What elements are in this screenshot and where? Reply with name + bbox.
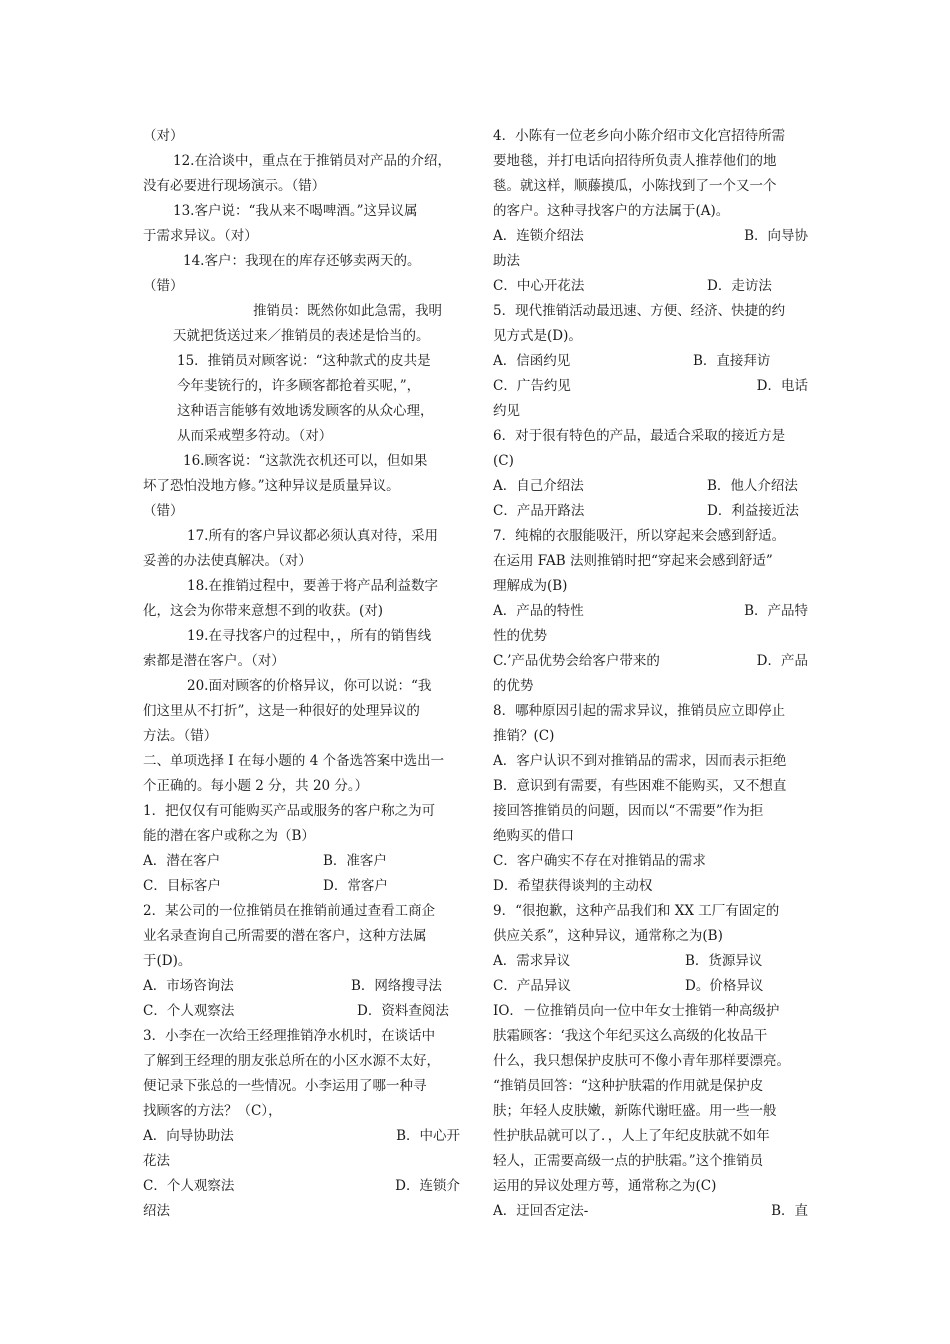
text-line: 8．哪种原因引起的需求异议，推销员应立即停止	[493, 703, 786, 719]
text-line: （对）	[143, 128, 184, 144]
option-line	[143, 1124, 460, 1149]
option-a: C．目标客户	[143, 878, 221, 894]
text-line: 妥善的办法使真解决。（对）	[143, 553, 312, 569]
text-line: 18.在推销过程中，要善于将产品利益数字	[187, 578, 438, 594]
text-line: 性的优势	[493, 628, 547, 644]
text-line: 找顾客的方法？（C），	[143, 1103, 282, 1119]
option-a: A．市场咨询法	[143, 978, 234, 994]
option-b: B．中心开	[396, 1128, 460, 1144]
text-line: 15．推销员对顾客说：“这种款式的皮共是	[177, 353, 431, 369]
option-a: A．自己介绍法	[493, 478, 584, 494]
option-b: B．货源异议	[685, 953, 763, 969]
option-a: A．产品的特性	[493, 603, 584, 619]
text-line: 1．把仅仅有可能购买产品或服务的客户称之为可	[143, 803, 436, 819]
text-line: A．客户认识不到对推销品的需求，因而表示拒绝	[493, 753, 787, 769]
text-line: 2．某公司的一位推销员在推销前通过查看工商企	[143, 903, 436, 919]
option-a: A．潜在客户	[143, 853, 221, 869]
option-line	[143, 1174, 460, 1199]
right-column	[493, 124, 808, 1224]
text-line: (C)	[493, 453, 514, 469]
text-line: （错）	[143, 278, 184, 294]
text-line: “推销员回答：“这种护肤霜的作用就是保护皮	[493, 1078, 764, 1094]
option-b: B．直接拜访	[693, 353, 771, 369]
text-line: 肤；年轻人皮肤嫩，新陈代谢旺盛。用一些一般	[493, 1103, 777, 1119]
option-line	[493, 599, 808, 624]
text-line: 4．小陈有一位老乡向小陈介绍市文化宫招待所需	[493, 128, 786, 144]
option-line	[493, 224, 808, 249]
text-line: 们这里从不打折”，这是一种很好的处理异议的	[143, 703, 420, 719]
option-a: C．产品开路法	[493, 503, 585, 519]
option-line	[493, 974, 808, 999]
option-b: D．产品	[756, 653, 808, 669]
text-line: 的客户。这种寻找客户的方法属于(A)。	[493, 203, 730, 219]
text-line: 从而采戒塑多符动。（对）	[177, 428, 333, 444]
option-b: B．网络搜寻法	[351, 978, 442, 994]
text-line: 轻人，正需要高级一点的护肤霜。”这个推销员	[493, 1153, 764, 1169]
option-b: D．电话	[756, 378, 808, 394]
text-line: 见方式是(D)。	[493, 328, 582, 344]
text-line: IO．－位推销员向一位中年女士推销一种高级护	[493, 1003, 780, 1019]
text-line: 推销？(C)	[493, 728, 555, 744]
text-line: 要地毯，并打电话向招待所负责人推荐他们的地	[493, 153, 777, 169]
text-line: 供应关系”，这种异议，通常称之为(B)	[493, 928, 723, 944]
text-line: 于需求异议。（对）	[143, 228, 258, 244]
option-line	[493, 949, 808, 974]
text-line: 个正确的。每小题 2 分，共 20 分。）	[143, 778, 369, 794]
text-line: 天就把货送过来／推销员的表述是恰当的。	[173, 328, 430, 344]
text-line: 推销员：既然你如此急需，我明	[253, 303, 442, 319]
option-line	[493, 349, 808, 374]
text-line: 方法。（错）	[143, 728, 218, 744]
option-line	[493, 274, 808, 299]
text-line: 助法	[493, 253, 520, 269]
option-a: C．广告约见	[493, 378, 571, 394]
text-line: 今年斐铳行的，许多顾客都抢着买呢，”，	[177, 378, 421, 394]
text-line: 20.面对顾客的价格异议，你可以说：“我	[187, 678, 432, 694]
text-line: 9．“很抱歉，这种产品我们和 XX 工厂有固定的	[493, 903, 780, 919]
option-a: A．信函约见	[493, 353, 571, 369]
text-line: 的优势	[493, 678, 534, 694]
text-line: 业名录查询自己所需要的潜在客户，这种方法属	[143, 928, 427, 944]
text-line: 毯。就这样，顺藤摸瓜，小陈找到了一个又一个	[493, 178, 777, 194]
text-line: （错）	[143, 503, 184, 519]
text-line: 化，这会为你带来意想不到的收获。(对)	[143, 603, 384, 619]
option-b: D．走访法	[707, 278, 772, 294]
text-line: 绍法	[143, 1203, 170, 1219]
text-line: 3．小李在一次给王经理推销净水机时，在谈话中	[143, 1028, 436, 1044]
option-b: B．准客户	[323, 853, 387, 869]
option-line	[143, 999, 460, 1024]
text-line: 了解到王经理的朋友张总所在的小区水源不太好，	[143, 1053, 440, 1069]
option-line	[493, 499, 808, 524]
option-a: A．需求异议	[493, 953, 571, 969]
text-line: 能的潜在客户或称之为（B）	[143, 828, 315, 844]
option-b: B．向导协	[744, 228, 808, 244]
text-line: 索都是潜在客户。（对）	[143, 653, 285, 669]
text-line: 绝购买的借口	[493, 828, 574, 844]
text-line: 7．纯棉的衣服能吸汗，所以穿起来会感到舒适。	[493, 528, 786, 544]
option-a: A．向导协助法	[143, 1128, 234, 1144]
option-a: C．个人观察法	[143, 1003, 235, 1019]
text-line: 6．对于很有特色的产品，最适合采取的接近方是	[493, 428, 786, 444]
option-a: A．迂回否定法-	[493, 1203, 589, 1219]
option-a: C．中心开花法	[493, 278, 585, 294]
option-b: D．资料查阅法	[357, 1003, 449, 1019]
text-line: 16.顾客说：“这款洗衣机还可以，但如果	[183, 453, 428, 469]
option-a: C.’产品优势会给客户带来的	[493, 653, 660, 669]
text-line: 这种语言能够有效地诱发顾客的从众心理，	[177, 403, 434, 419]
option-a: C．个人观察法	[143, 1178, 235, 1194]
option-line	[143, 874, 460, 899]
option-line	[143, 974, 460, 999]
text-line: 理解成为(B)	[493, 578, 568, 594]
text-line: 二、单项选择 I 在每小题的 4 个备选答案中选出一	[143, 753, 445, 769]
option-line	[143, 849, 460, 874]
text-line: 性护肤品就可以了．，人上了年纪皮肤就不如年	[493, 1128, 770, 1144]
text-line: 坏了恐怕没地方修。”这种异议是质量异议。	[143, 478, 400, 494]
option-line	[493, 374, 808, 399]
option-b: D。价格异议	[685, 978, 764, 994]
text-line: 19.在寻找客户的过程中，，所有的销售线	[187, 628, 432, 644]
option-line	[493, 474, 808, 499]
option-a: C．产品异议	[493, 978, 571, 994]
text-line: 接回答推销员的问题，因而以“不需要”作为拒	[493, 803, 764, 819]
text-line: 便记录下张总的一些情况。小李运用了哪一种寻	[143, 1078, 427, 1094]
text-line: 没有必要进行现场演示。（错）	[143, 178, 326, 194]
text-line: 5．现代推销活动最迅速、方便、经济、快捷的约	[493, 303, 786, 319]
text-line: 什么，我只想保护皮肤可不像小青年那样要漂亮。	[493, 1053, 790, 1069]
text-line: 花法	[143, 1153, 170, 1169]
text-line: B．意识到有需要，有些困难不能购买，又不想直	[493, 778, 787, 794]
text-line: 17.所有的客户异议都必须认真对待，采用	[187, 528, 438, 544]
text-line: 于(D)。	[143, 953, 192, 969]
option-a: A．连锁介绍法	[493, 228, 584, 244]
text-line: 肤霜顾客：‘我这个年纪买这么高级的化妆品干	[493, 1028, 768, 1044]
text-line: 约见	[493, 403, 520, 419]
text-line: 运用的异议处理方萼，通常称之为(C)	[493, 1178, 717, 1194]
option-line	[493, 649, 808, 674]
text-line: D．希望获得谈判的主动权	[493, 878, 653, 894]
option-b: B．产品特	[744, 603, 808, 619]
text-line: 12.在洽谈中，重点在于推销员对产品的介绍，	[173, 153, 451, 169]
text-line: C．客户确实不存在对推销品的需求	[493, 853, 706, 869]
option-b: B．他人介绍法	[707, 478, 798, 494]
text-line: 在运用 FAB 法则推销时把“穿起来会感到舒适”	[493, 553, 773, 569]
text-line: 13.客户说：“我从来不喝啤酒。”这异议属	[173, 203, 418, 219]
left-column	[143, 124, 460, 1224]
option-line	[493, 1199, 808, 1224]
option-b: D．连锁介	[395, 1178, 460, 1194]
text-line: 14.客户：我现在的库存还够卖两天的。	[183, 253, 421, 269]
option-b: D．利益接近法	[707, 503, 799, 519]
option-b: B．直	[771, 1203, 808, 1219]
option-b: D．常客户	[323, 878, 388, 894]
